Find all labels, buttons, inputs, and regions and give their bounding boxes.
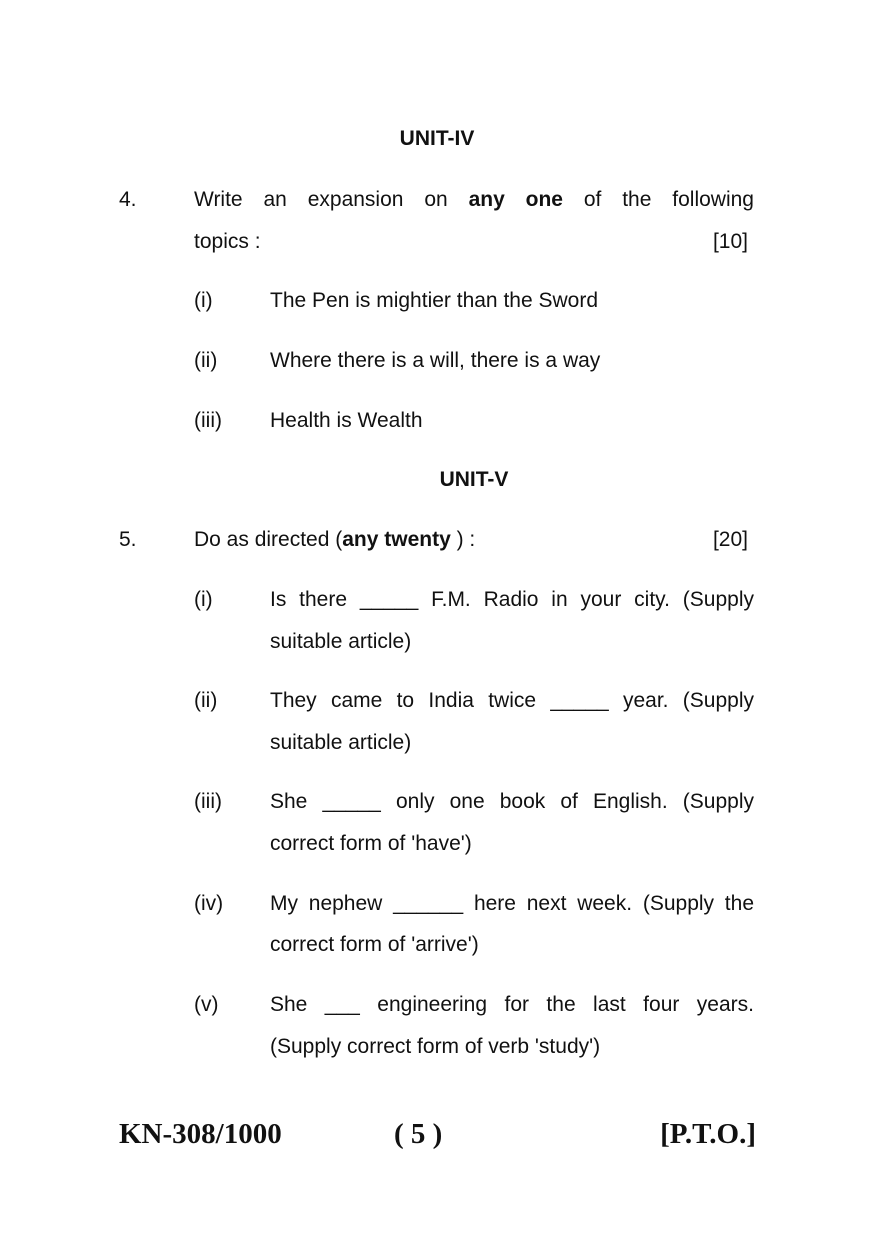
question-5-marks: [20] [712,528,748,551]
q5-item-line1: She _____ only one book of English. (Supply [270,790,754,813]
q4-item-label: (i) [194,289,213,312]
question-4-text-before: Write an expansion on [194,188,469,211]
question-5-text-after: ) : [450,528,476,551]
unit-v-heading: UNIT-V [439,468,509,491]
question-4-marks: [10] [712,230,748,253]
question-5-text-bold: any twenty [342,528,451,551]
q5-item-line1: My nephew ______ here next week. (Supply the [270,892,754,915]
q5-item-line2: (Supply correct form of verb 'study') [270,1035,601,1058]
q5-item-line2: suitable article) [270,731,412,754]
q5-item-label: (iv) [194,892,224,915]
question-4-number: 4. [119,188,137,211]
question-4-line2: topics : [194,230,261,253]
q5-item-label: (iii) [194,790,222,813]
footer-pto: [P.T.O.] [660,1118,756,1150]
question-4-text-after: of the following [562,188,754,211]
q4-item-text: Where there is a will, there is a way [270,349,601,372]
footer-page-number: ( 5 ) [394,1118,443,1150]
q5-item-line2: correct form of 'arrive') [270,933,479,956]
question-5-number: 5. [119,528,137,551]
q5-item-line1: Is there _____ F.M. Radio in your city. (Supply [270,588,754,611]
q5-item-label: (i) [194,588,213,611]
q5-item-label: (ii) [194,689,218,712]
q5-item-label: (v) [194,993,219,1016]
q4-item-text: Health is Wealth [270,409,423,432]
question-5-text-before: Do as directed ( [194,528,343,551]
question-4-text [194,188,754,212]
q5-item-line2: correct form of 'have') [270,832,472,855]
unit-iv-heading: UNIT-IV [399,127,475,150]
q4-item-label: (iii) [194,409,222,432]
q4-item-label: (ii) [194,349,218,372]
q5-item-line1: She ___ engineering for the last four years. [270,993,754,1016]
q4-item-text: The Pen is mightier than the Sword [270,289,599,312]
question-5-text [194,528,475,552]
question-4-text-bold: any one [468,188,563,211]
footer-code: KN-308/1000 [119,1118,282,1150]
q5-item-line2: suitable article) [270,630,412,653]
q5-item-line1: They came to India twice _____ year. (Supply [270,689,754,712]
